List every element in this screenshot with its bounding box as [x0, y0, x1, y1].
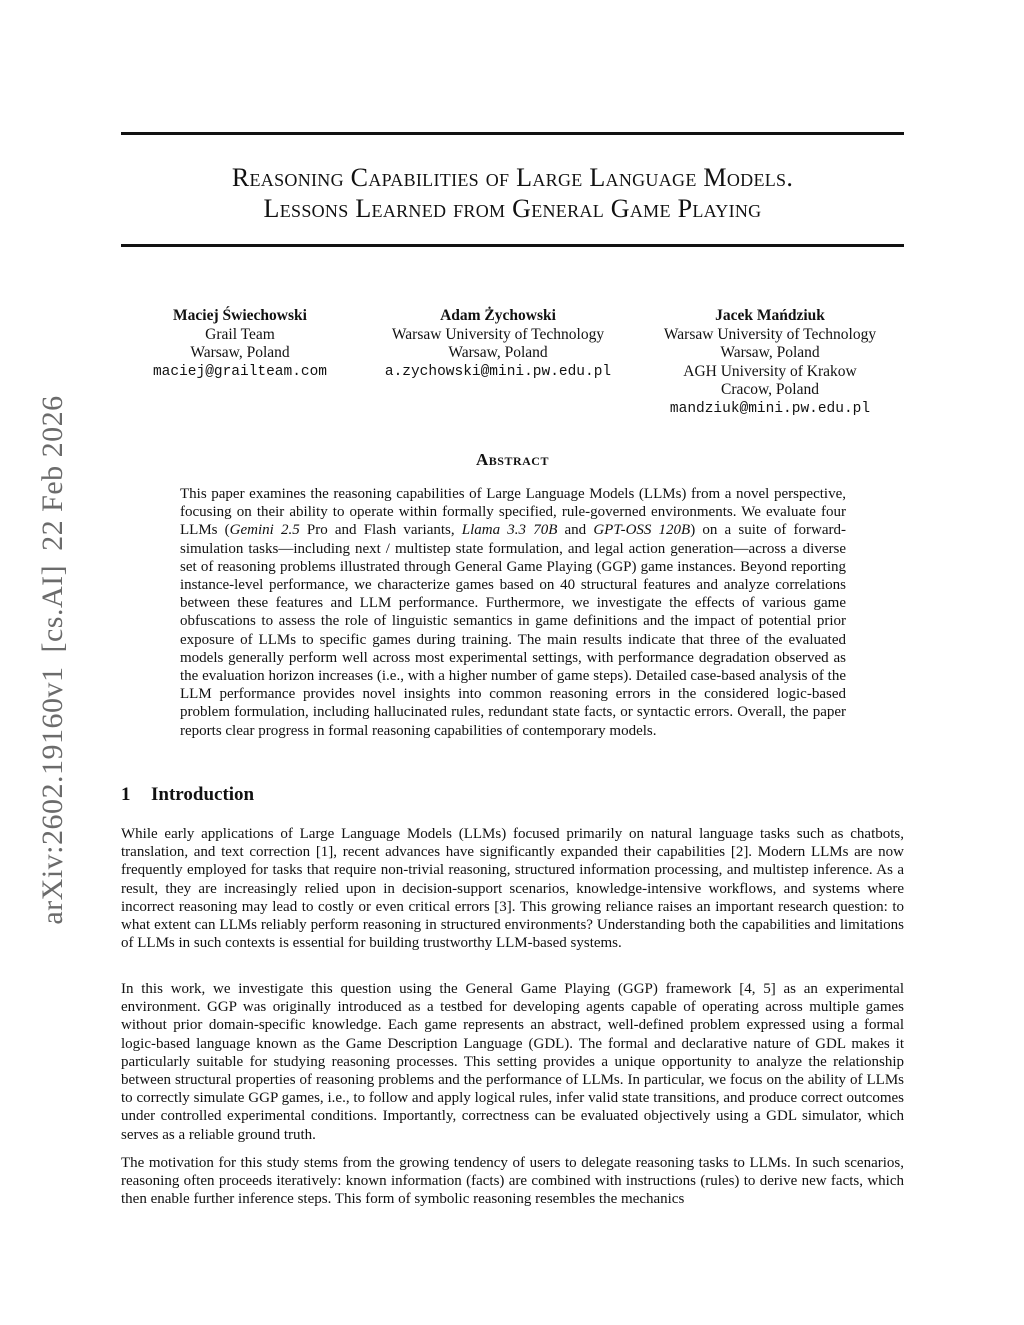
intro-paragraph-3: The motivation for this study stems from the growing tendency of users to delegate reasoning tasks to LLMs. In such scenarios, reasoning often proceeds iteratively: known information (facts) are combined with instructions (rules) to derive new facts, which then enable further inference steps. This form of symbolic reasoning resembles the mechanics	[121, 1155, 904, 1208]
author-affiliation: Grail Team	[205, 325, 275, 343]
author-location-2: Cracow, Poland	[720, 381, 819, 399]
author-block-swiechowski	[130, 307, 350, 381]
author-email[interactable]: a.zychowski@mini.pw.edu.pl	[384, 363, 612, 380]
author-email[interactable]: mandziuk@mini.pw.edu.pl	[669, 400, 871, 417]
title-rule-top	[121, 132, 904, 135]
author-location: Warsaw, Poland	[190, 344, 290, 362]
author-block-zychowski	[360, 307, 636, 381]
title-line-1: Reasoning Capabilities of Large Language Models.	[231, 163, 794, 192]
intro-paragraph-1: While early applications of Large Language Models (LLMs) focused primarily on natural language tasks such as chatbots, translation, and text correction [1], recent advances have significantly expanded their capabilities [2]. Modern LLMs are now frequently employed for tasks that require non-trivial reasoning, structured information processing, and multistep inference. As a result, they are increasingly relied upon in decision-support scenarios, knowledge-intensive workflows, and systems where incorrect reasoning may lead to costly or even critical errors [3]. This growing reliance raises an important research question: to what extent can LLMs reliably perform reasoning in structured environments? Understanding both the capabilities and limitations of LLMs in such contexts is essential for building trustworthy LLM-based systems.	[121, 826, 904, 952]
abstract-heading: Abstract	[476, 450, 549, 469]
arxiv-id[interactable]: arXiv:2602.19160v1	[36, 666, 69, 925]
author-block-mandziuk	[650, 307, 890, 419]
section-title: Introduction	[151, 784, 255, 805]
title-rule-bottom	[121, 244, 904, 247]
author-affiliation-2: AGH University of Krakow	[683, 362, 857, 380]
model-name-gpt-oss: GPT-OSS 120B	[593, 522, 691, 539]
abstract-text	[180, 485, 846, 740]
section-number: 1	[121, 784, 131, 805]
author-email[interactable]: maciej@grailteam.com	[152, 363, 328, 380]
model-name-gemini: Gemini 2.5	[229, 522, 300, 539]
author-name: Jacek Mańdziuk	[715, 307, 825, 324]
author-location: Warsaw, Poland	[448, 344, 548, 362]
model-name-llama: Llama 3.3 70B	[461, 522, 558, 539]
abstract-segment: Pro and Flash variants,	[299, 522, 462, 539]
abstract-segment: This paper examines the reasoning capabilities of Large Language Models (LLMs) from a novel perspective, focusing on their ability to operate within formally specified, rule-governed environments. We evaluate four LLMs (	[180, 486, 846, 539]
author-location: Warsaw, Poland	[720, 344, 820, 362]
author-name: Adam Żychowski	[440, 307, 556, 324]
intro-paragraph-2: In this work, we investigate this question using the General Game Playing (GGP) framework [4, 5] as an experimental environment. GGP was originally introduced as a testbed for developing agents capable of operating across multiple games without prior domain-specific knowledge. Each game represents an abstract, well-defined problem expressed using a formal logic-based language known as the Game Description Language (GDL). The formal and declarative nature of GDL makes it particularly suitable for studying reasoning processes. This setting provides a unique opportunity to analyze the relationship between structural properties of reasoning problems and the performance of LLMs. In particular, we focus on the ability of LLMs to correctly simulate GGP games, i.e., to follow and apply logical rules, infer valid state transitions, and produce correct outcomes under controlled experimental conditions. Importantly, correctness can be evaluated objectively using a GDL simulator, which serves as a reliable ground truth.	[121, 981, 904, 1143]
arxiv-date: 22 Feb 2026	[36, 395, 69, 551]
arxiv-stamp	[36, 395, 70, 924]
author-name: Maciej Świechowski	[173, 307, 307, 324]
author-affiliation: Warsaw University of Technology	[663, 325, 877, 343]
title-line-2: Lessons Learned from General Game Playing	[263, 194, 762, 223]
abstract-segment: and	[557, 522, 594, 539]
section-heading-introduction	[121, 784, 254, 806]
paper-title	[121, 162, 904, 224]
abstract-segment: ) on a suite of forward-simulation tasks—including next / multistep state formulation, and legal action generation—across a diverse set of reasoning problems illustrated through General Game Playing (GGP) game instances. Beyond reporting instance-level performance, we characterize games based on 40 structural features and analyze correlations between these features and LLM performance. Furthermore, we investigate the effects of various game obfuscations to assess the role of linguistic semantics in game definitions and the impact of potential prior exposure of LLMs to specific games during training. The main results indicate that three of the evaluated models generally perform well across most experimental settings, with performance degradation observed as the evaluation horizon increases (i.e., with a higher number of game steps). Detailed case-based analysis of the LLM performance provides novel insights into common reasoning errors in the considered logic-based problem formulation, including hallucinated rules, redundant state facts, or syntactic errors. Overall, the paper reports clear progress in formal reasoning capabilities of contemporary models.	[180, 522, 846, 739]
arxiv-category: [cs.AI]	[36, 564, 69, 653]
author-affiliation: Warsaw University of Technology	[391, 325, 605, 343]
